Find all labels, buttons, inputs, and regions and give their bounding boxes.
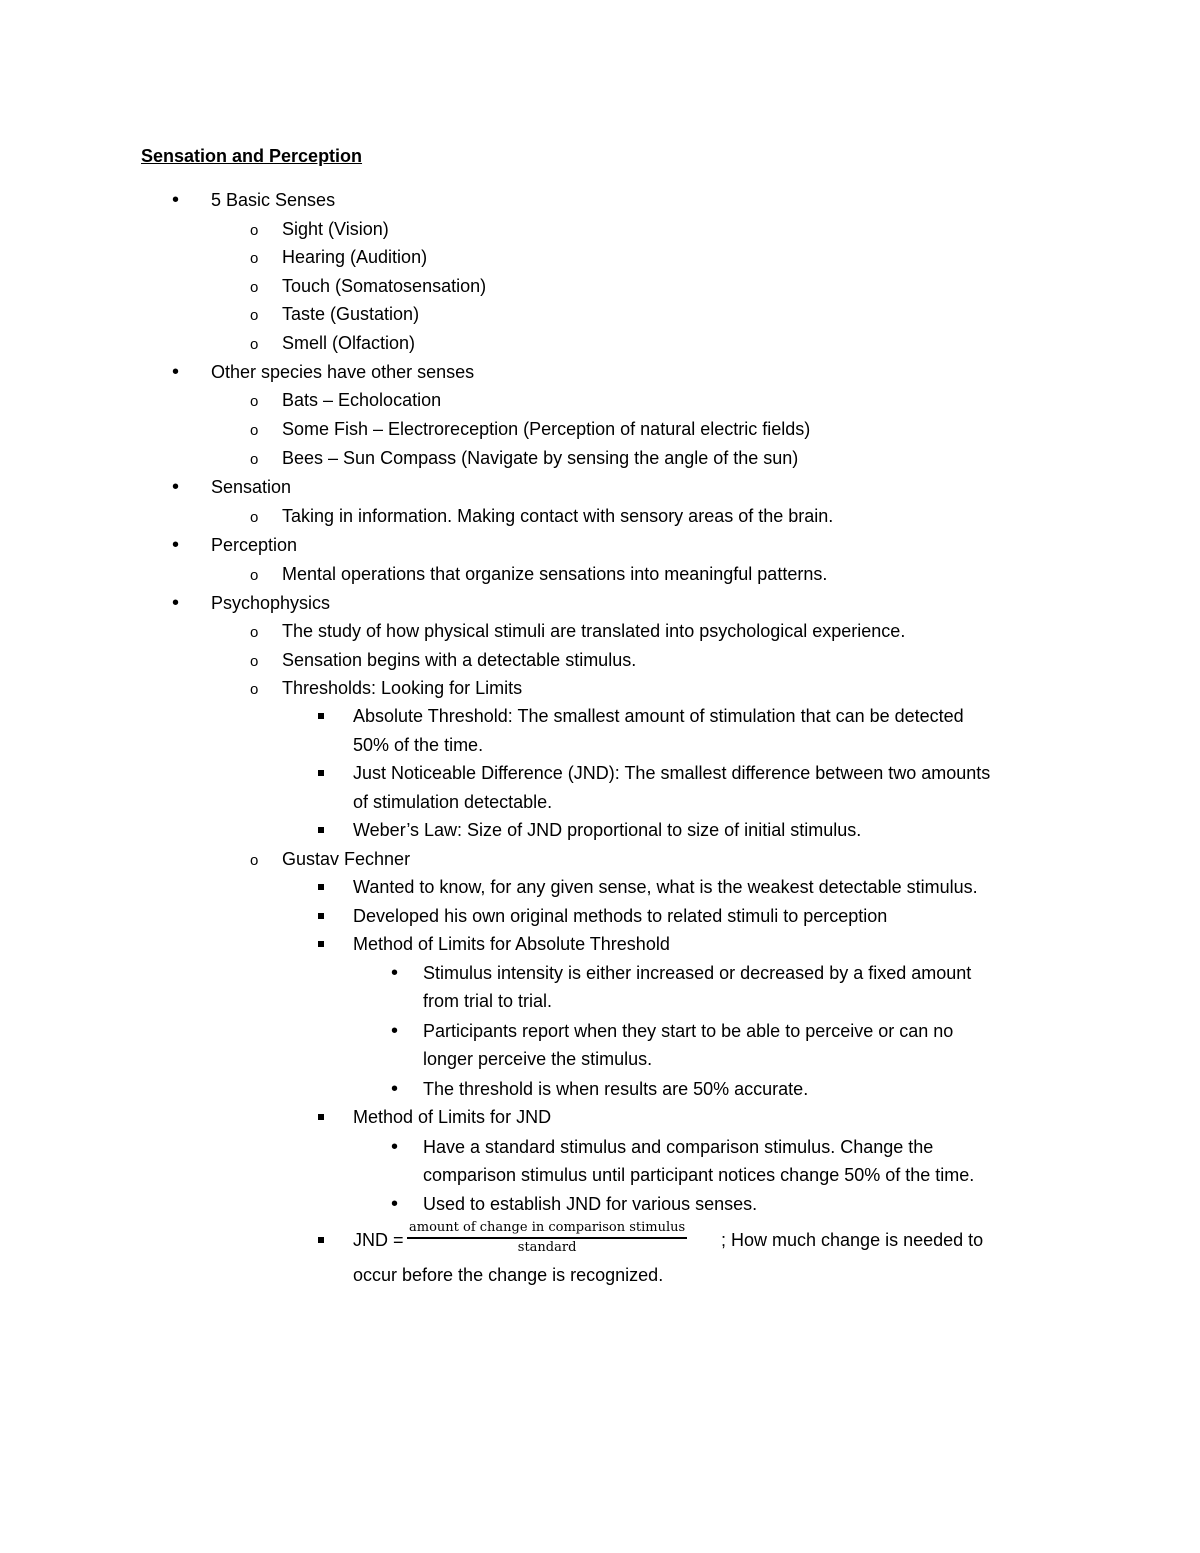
list-item: Mental operations that organize sensations into meaningful patterns. bbox=[282, 564, 828, 584]
circle-bullet-icon bbox=[250, 562, 258, 588]
list-item: Perception bbox=[211, 535, 298, 555]
circle-bullet-icon bbox=[250, 619, 258, 645]
list-item: Developed his own original methods to related stimuli to perception bbox=[353, 906, 888, 926]
list-item-continuation: of stimulation detectable. bbox=[353, 792, 553, 812]
list-item-continuation: from trial to trial. bbox=[423, 991, 553, 1011]
circle-bullet-icon bbox=[250, 217, 258, 243]
list-item: Have a standard stimulus and comparison stimulus. Change the bbox=[423, 1137, 934, 1157]
bullet-icon bbox=[172, 533, 179, 557]
jnd-fraction bbox=[407, 1220, 687, 1256]
fraction-denominator: standard bbox=[517, 1240, 577, 1255]
bullet-icon bbox=[172, 475, 179, 499]
list-item: Wanted to know, for any given sense, what is the weakest detectable stimulus. bbox=[353, 877, 978, 897]
list-item: Participants report when they start to be able to perceive or can no bbox=[423, 1021, 954, 1041]
fraction-numerator: amount of change in comparison stimulus bbox=[407, 1220, 687, 1239]
list-item: Method of Limits for JND bbox=[353, 1107, 552, 1127]
square-bullet-icon bbox=[318, 875, 324, 899]
list-item: Touch (Somatosensation) bbox=[282, 276, 487, 296]
circle-bullet-icon bbox=[250, 417, 258, 443]
formula-rhs: ; How much change is needed to bbox=[721, 1230, 984, 1250]
list-item: Gustav Fechner bbox=[282, 849, 411, 869]
square-bullet-icon bbox=[318, 932, 324, 956]
page-title: Sensation and Perception bbox=[141, 146, 363, 166]
bullet-icon bbox=[391, 1077, 398, 1101]
circle-bullet-icon bbox=[250, 446, 258, 472]
list-item: Bats – Echolocation bbox=[282, 390, 442, 410]
list-item: 5 Basic Senses bbox=[211, 190, 336, 210]
circle-bullet-icon bbox=[250, 274, 258, 300]
bullet-icon bbox=[172, 591, 179, 615]
list-item: Just Noticeable Difference (JND): The smallest difference between two amounts bbox=[353, 763, 991, 783]
list-item-continuation: longer perceive the stimulus. bbox=[423, 1049, 653, 1069]
list-item: Other species have other senses bbox=[211, 362, 475, 382]
list-item: The threshold is when results are 50% accurate. bbox=[423, 1079, 809, 1099]
bullet-icon bbox=[172, 188, 179, 212]
square-bullet-icon bbox=[318, 1105, 324, 1129]
list-item: Sight (Vision) bbox=[282, 219, 389, 239]
bullet-icon bbox=[172, 360, 179, 384]
formula-lhs: JND = bbox=[353, 1230, 404, 1250]
circle-bullet-icon bbox=[250, 388, 258, 414]
square-bullet-icon bbox=[318, 1228, 324, 1252]
list-item: Used to establish JND for various senses. bbox=[423, 1194, 758, 1214]
list-item: Stimulus intensity is either increased or decreased by a fixed amount bbox=[423, 963, 972, 983]
list-item: Hearing (Audition) bbox=[282, 247, 428, 267]
circle-bullet-icon bbox=[250, 302, 258, 328]
list-item-continuation: occur before the change is recognized. bbox=[353, 1265, 664, 1285]
list-item: Smell (Olfaction) bbox=[282, 333, 416, 353]
bullet-icon bbox=[391, 961, 398, 985]
circle-bullet-icon bbox=[250, 676, 258, 702]
list-item-continuation: comparison stimulus until participant notices change 50% of the time. bbox=[423, 1165, 975, 1185]
list-item: Thresholds: Looking for Limits bbox=[282, 678, 523, 698]
bullet-icon bbox=[391, 1192, 398, 1216]
list-item-continuation: 50% of the time. bbox=[353, 735, 484, 755]
list-item: The study of how physical stimuli are translated into psychological experience. bbox=[282, 621, 906, 641]
circle-bullet-icon bbox=[250, 648, 258, 674]
bullet-icon bbox=[391, 1019, 398, 1043]
circle-bullet-icon bbox=[250, 245, 258, 271]
square-bullet-icon bbox=[318, 904, 324, 928]
bullet-icon bbox=[391, 1135, 398, 1159]
list-item: Taste (Gustation) bbox=[282, 304, 420, 324]
list-item: Absolute Threshold: The smallest amount of stimulation that can be detected bbox=[353, 706, 964, 726]
list-item: Method of Limits for Absolute Threshold bbox=[353, 934, 670, 954]
square-bullet-icon bbox=[318, 704, 324, 728]
list-item: Sensation begins with a detectable stimulus. bbox=[282, 650, 637, 670]
list-item: Sensation bbox=[211, 477, 292, 497]
square-bullet-icon bbox=[318, 761, 324, 785]
circle-bullet-icon bbox=[250, 331, 258, 357]
square-bullet-icon bbox=[318, 818, 324, 842]
list-item: Some Fish – Electroreception (Perception of natural electric fields) bbox=[282, 419, 811, 439]
circle-bullet-icon bbox=[250, 504, 258, 530]
circle-bullet-icon bbox=[250, 847, 258, 873]
list-item: Weber’s Law: Size of JND proportional to size of initial stimulus. bbox=[353, 820, 862, 840]
list-item: Taking in information. Making contact with sensory areas of the brain. bbox=[282, 506, 834, 526]
list-item: Psychophysics bbox=[211, 593, 331, 613]
list-item: Bees – Sun Compass (Navigate by sensing the angle of the sun) bbox=[282, 448, 799, 468]
